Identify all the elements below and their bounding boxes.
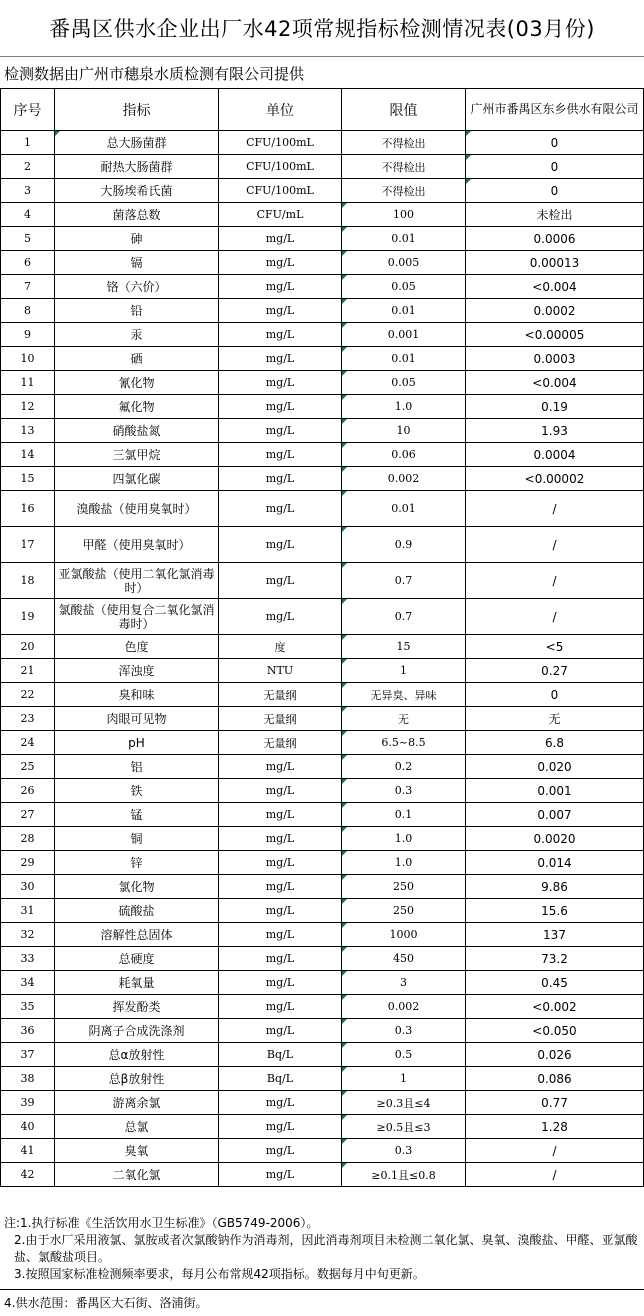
- result-value: <0.004: [466, 275, 644, 299]
- result-value: 0.001: [466, 779, 644, 803]
- note-3: 3.按照国家标准检测频率要求，每月公布常规42项指标。数据每月中旬更新。: [14, 1267, 425, 1281]
- row-number: 20: [1, 635, 55, 659]
- table-row: [1, 371, 644, 395]
- indicator-name: 锌: [55, 851, 219, 875]
- unit-cell: mg/L: [219, 779, 342, 803]
- indicator-name: 阴离子合成洗涤剂: [55, 1019, 219, 1043]
- limit-value: 1000: [342, 923, 466, 947]
- limit-value: 0.5: [342, 1043, 466, 1067]
- data-source-line: 检测数据由广州市穗泉水质检测有限公司提供: [4, 65, 305, 83]
- unit-cell: mg/L: [219, 527, 342, 563]
- indicator-name: 挥发酚类: [55, 995, 219, 1019]
- table-row: [1, 899, 644, 923]
- row-number: 25: [1, 755, 55, 779]
- result-value: 0.45: [466, 971, 644, 995]
- table-row: [1, 527, 644, 563]
- table-row: [1, 707, 644, 731]
- table-row: [1, 227, 644, 251]
- row-number: 4: [1, 203, 55, 227]
- limit-value: 0.06: [342, 443, 466, 467]
- table-row: [1, 803, 644, 827]
- limit-value: 0.01: [342, 491, 466, 527]
- row-number: 34: [1, 971, 55, 995]
- indicator-name: 臭和味: [55, 683, 219, 707]
- limit-value: 1.0: [342, 851, 466, 875]
- water-quality-table: [0, 88, 644, 1187]
- supply-area-note: 4.供水范围：番禺区大石街、洛浦街。: [0, 1289, 644, 1312]
- limit-value: 1: [342, 659, 466, 683]
- table-row: [1, 875, 644, 899]
- row-number: 12: [1, 395, 55, 419]
- unit-cell: mg/L: [219, 803, 342, 827]
- limit-value: 0.005: [342, 251, 466, 275]
- row-number: 30: [1, 875, 55, 899]
- unit-cell: mg/L: [219, 467, 342, 491]
- unit-cell: mg/L: [219, 299, 342, 323]
- indicator-name: 溶解性总固体: [55, 923, 219, 947]
- unit-cell: mg/L: [219, 395, 342, 419]
- header-indicator: 指标: [55, 89, 219, 131]
- indicator-name: 亚氯酸盐（使用二氧化氯消毒时）: [55, 563, 219, 599]
- limit-value: 无: [342, 707, 466, 731]
- unit-cell: mg/L: [219, 371, 342, 395]
- row-number: 16: [1, 491, 55, 527]
- table-row: [1, 1163, 644, 1187]
- result-value: 137: [466, 923, 644, 947]
- unit-cell: CFU/100mL: [219, 179, 342, 203]
- table-row: [1, 755, 644, 779]
- row-number: 38: [1, 1067, 55, 1091]
- limit-value: 3: [342, 971, 466, 995]
- result-value: 0.086: [466, 1067, 644, 1091]
- row-number: 41: [1, 1139, 55, 1163]
- row-number: 36: [1, 1019, 55, 1043]
- indicator-name: 氯酸盐（使用复合二氧化氯消毒时）: [55, 599, 219, 635]
- indicator-name: 总硬度: [55, 947, 219, 971]
- row-number: 11: [1, 371, 55, 395]
- indicator-name: 汞: [55, 323, 219, 347]
- limit-value: 0.002: [342, 467, 466, 491]
- result-value: /: [466, 491, 644, 527]
- indicator-name: 氯化物: [55, 875, 219, 899]
- unit-cell: mg/L: [219, 251, 342, 275]
- row-number: 18: [1, 563, 55, 599]
- indicator-name: 铝: [55, 755, 219, 779]
- unit-cell: mg/L: [219, 491, 342, 527]
- indicator-name: 铜: [55, 827, 219, 851]
- indicator-name: 硝酸盐氮: [55, 419, 219, 443]
- table-row: [1, 251, 644, 275]
- result-value: 0.026: [466, 1043, 644, 1067]
- limit-value: ≥0.5且≤3: [342, 1115, 466, 1139]
- result-value: 0: [466, 155, 644, 179]
- limit-value: 15: [342, 635, 466, 659]
- limit-value: 0.01: [342, 299, 466, 323]
- table-row: [1, 995, 644, 1019]
- result-value: 0.0002: [466, 299, 644, 323]
- table-row: [1, 731, 644, 755]
- limit-value: 0.7: [342, 563, 466, 599]
- result-value: 6.8: [466, 731, 644, 755]
- unit-cell: 无量纲: [219, 683, 342, 707]
- row-number: 29: [1, 851, 55, 875]
- indicator-name: 臭氧: [55, 1139, 219, 1163]
- result-value: 9.86: [466, 875, 644, 899]
- row-number: 5: [1, 227, 55, 251]
- row-number: 39: [1, 1091, 55, 1115]
- unit-cell: mg/L: [219, 1019, 342, 1043]
- row-number: 24: [1, 731, 55, 755]
- indicator-name: 铅: [55, 299, 219, 323]
- table-row: [1, 947, 644, 971]
- row-number: 19: [1, 599, 55, 635]
- row-number: 3: [1, 179, 55, 203]
- result-value: 0.00013: [466, 251, 644, 275]
- table-row: [1, 599, 644, 635]
- indicator-name: 总大肠菌群: [55, 131, 219, 155]
- limit-value: 无异臭、异味: [342, 683, 466, 707]
- indicator-name: 二氧化氯: [55, 1163, 219, 1187]
- unit-cell: mg/L: [219, 971, 342, 995]
- indicator-name: 镉: [55, 251, 219, 275]
- indicator-name: 游离余氯: [55, 1091, 219, 1115]
- unit-cell: mg/L: [219, 995, 342, 1019]
- limit-value: 100: [342, 203, 466, 227]
- unit-cell: mg/L: [219, 599, 342, 635]
- limit-value: 450: [342, 947, 466, 971]
- unit-cell: Bq/L: [219, 1067, 342, 1091]
- table-row: [1, 179, 644, 203]
- result-value: 0.27: [466, 659, 644, 683]
- unit-cell: CFU/mL: [219, 203, 342, 227]
- unit-cell: Bq/L: [219, 1043, 342, 1067]
- table-row: [1, 443, 644, 467]
- limit-value: 0.05: [342, 275, 466, 299]
- header-no: 序号: [1, 89, 55, 131]
- limit-value: 10: [342, 419, 466, 443]
- header-unit: 单位: [219, 89, 342, 131]
- row-number: 28: [1, 827, 55, 851]
- indicator-name: 耐热大肠菌群: [55, 155, 219, 179]
- table-row: [1, 851, 644, 875]
- unit-cell: mg/L: [219, 755, 342, 779]
- header-org: 广州市番禺区东乡供水有限公司: [466, 89, 644, 131]
- table-row: [1, 347, 644, 371]
- table-row: [1, 299, 644, 323]
- indicator-name: 浑浊度: [55, 659, 219, 683]
- table-row: [1, 1067, 644, 1091]
- result-value: 0.0006: [466, 227, 644, 251]
- title-divider: [0, 56, 644, 57]
- result-value: /: [466, 563, 644, 599]
- unit-cell: mg/L: [219, 1115, 342, 1139]
- table-row: [1, 491, 644, 527]
- table-row: [1, 971, 644, 995]
- limit-value: ≥0.1且≤0.8: [342, 1163, 466, 1187]
- limit-value: 0.7: [342, 599, 466, 635]
- table-row: [1, 275, 644, 299]
- unit-cell: mg/L: [219, 419, 342, 443]
- unit-cell: mg/L: [219, 1163, 342, 1187]
- indicator-name: 铬（六价）: [55, 275, 219, 299]
- row-number: 27: [1, 803, 55, 827]
- row-number: 1: [1, 131, 55, 155]
- row-number: 10: [1, 347, 55, 371]
- table-row: [1, 203, 644, 227]
- table-row: [1, 1139, 644, 1163]
- table-row: [1, 1091, 644, 1115]
- row-number: 15: [1, 467, 55, 491]
- result-value: 0.007: [466, 803, 644, 827]
- unit-cell: 无量纲: [219, 707, 342, 731]
- indicator-name: 耗氧量: [55, 971, 219, 995]
- row-number: 21: [1, 659, 55, 683]
- result-value: <0.004: [466, 371, 644, 395]
- limit-value: 0.01: [342, 227, 466, 251]
- table-row: [1, 155, 644, 179]
- result-value: 0: [466, 683, 644, 707]
- limit-value: 1.0: [342, 827, 466, 851]
- row-number: 33: [1, 947, 55, 971]
- result-value: 0: [466, 179, 644, 203]
- notes-section: [4, 1215, 640, 1283]
- unit-cell: mg/L: [219, 947, 342, 971]
- result-value: /: [466, 527, 644, 563]
- result-value: 1.93: [466, 419, 644, 443]
- limit-value: 1.0: [342, 395, 466, 419]
- table-row: [1, 635, 644, 659]
- row-number: 8: [1, 299, 55, 323]
- limit-value: 0.1: [342, 803, 466, 827]
- indicator-name: 氰化物: [55, 371, 219, 395]
- table-row: [1, 827, 644, 851]
- row-number: 2: [1, 155, 55, 179]
- row-number: 31: [1, 899, 55, 923]
- result-value: /: [466, 599, 644, 635]
- limit-value: 0.05: [342, 371, 466, 395]
- limit-value: 0.002: [342, 995, 466, 1019]
- limit-value: 0.01: [342, 347, 466, 371]
- result-value: 0.0003: [466, 347, 644, 371]
- unit-cell: mg/L: [219, 875, 342, 899]
- limit-value: 不得检出: [342, 131, 466, 155]
- table-row: [1, 467, 644, 491]
- header-row: [1, 89, 644, 131]
- indicator-name: 三氯甲烷: [55, 443, 219, 467]
- unit-cell: mg/L: [219, 1139, 342, 1163]
- result-value: 0.77: [466, 1091, 644, 1115]
- table-row: [1, 323, 644, 347]
- table-row: [1, 923, 644, 947]
- result-value: /: [466, 1139, 644, 1163]
- indicator-name: 菌落总数: [55, 203, 219, 227]
- row-number: 22: [1, 683, 55, 707]
- indicator-name: 氟化物: [55, 395, 219, 419]
- unit-cell: mg/L: [219, 899, 342, 923]
- indicator-name: 铁: [55, 779, 219, 803]
- row-number: 37: [1, 1043, 55, 1067]
- header-limit: 限值: [342, 89, 466, 131]
- unit-cell: CFU/100mL: [219, 131, 342, 155]
- result-value: 0.014: [466, 851, 644, 875]
- unit-cell: CFU/100mL: [219, 155, 342, 179]
- indicator-name: 硫酸盐: [55, 899, 219, 923]
- unit-cell: mg/L: [219, 347, 342, 371]
- table-row: [1, 1043, 644, 1067]
- result-value: 0.0004: [466, 443, 644, 467]
- table-row: [1, 131, 644, 155]
- unit-cell: mg/L: [219, 275, 342, 299]
- row-number: 23: [1, 707, 55, 731]
- limit-value: 250: [342, 899, 466, 923]
- result-value: 0.020: [466, 755, 644, 779]
- result-value: 15.6: [466, 899, 644, 923]
- result-value: 未检出: [466, 203, 644, 227]
- limit-value: 1: [342, 1067, 466, 1091]
- unit-cell: mg/L: [219, 323, 342, 347]
- note-2: 2.由于水厂采用液氯、氯胺或者次氯酸钠作为消毒剂，因此消毒剂项目未检测二氧化氯、臭氧、溴酸盐、甲醛、亚氯酸盐、氯酸盐项目。: [14, 1233, 638, 1264]
- result-value: <0.00002: [466, 467, 644, 491]
- indicator-name: 甲醛（使用臭氧时）: [55, 527, 219, 563]
- indicator-name: 大肠埃希氏菌: [55, 179, 219, 203]
- result-value: <0.002: [466, 995, 644, 1019]
- unit-cell: 无量纲: [219, 731, 342, 755]
- result-value: 无: [466, 707, 644, 731]
- table-row: [1, 779, 644, 803]
- row-number: 14: [1, 443, 55, 467]
- row-number: 32: [1, 923, 55, 947]
- indicator-name: 总氯: [55, 1115, 219, 1139]
- limit-value: 250: [342, 875, 466, 899]
- unit-cell: mg/L: [219, 1091, 342, 1115]
- result-value: 0: [466, 131, 644, 155]
- unit-cell: mg/L: [219, 443, 342, 467]
- unit-cell: mg/L: [219, 827, 342, 851]
- row-number: 40: [1, 1115, 55, 1139]
- table-row: [1, 1115, 644, 1139]
- table-body: [1, 131, 644, 1187]
- row-number: 42: [1, 1163, 55, 1187]
- result-value: 73.2: [466, 947, 644, 971]
- indicator-name: 总α放射性: [55, 1043, 219, 1067]
- result-value: <0.00005: [466, 323, 644, 347]
- indicator-name: 锰: [55, 803, 219, 827]
- table-row: [1, 395, 644, 419]
- limit-value: 0.3: [342, 779, 466, 803]
- indicator-name: 砷: [55, 227, 219, 251]
- result-value: <5: [466, 635, 644, 659]
- result-value: <0.050: [466, 1019, 644, 1043]
- table-row: [1, 563, 644, 599]
- table-row: [1, 1019, 644, 1043]
- row-number: 26: [1, 779, 55, 803]
- indicator-name: 色度: [55, 635, 219, 659]
- note-1: 注:1.执行标准《生活饮用水卫生标准》（GB5749-2006）。: [4, 1216, 319, 1230]
- indicator-name: pH: [55, 731, 219, 755]
- result-value: 0.0020: [466, 827, 644, 851]
- report-title: 番禺区供水企业出厂水42项常规指标检测情况表(03月份): [49, 17, 595, 41]
- limit-value: 0.2: [342, 755, 466, 779]
- unit-cell: mg/L: [219, 563, 342, 599]
- indicator-name: 肉眼可见物: [55, 707, 219, 731]
- row-number: 35: [1, 995, 55, 1019]
- limit-value: 不得检出: [342, 155, 466, 179]
- result-value: 0.19: [466, 395, 644, 419]
- row-number: 7: [1, 275, 55, 299]
- limit-value: 不得检出: [342, 179, 466, 203]
- table-row: [1, 419, 644, 443]
- limit-value: 0.001: [342, 323, 466, 347]
- unit-cell: 度: [219, 635, 342, 659]
- indicator-name: 四氯化碳: [55, 467, 219, 491]
- indicator-name: 硒: [55, 347, 219, 371]
- unit-cell: NTU: [219, 659, 342, 683]
- unit-cell: mg/L: [219, 227, 342, 251]
- table-row: [1, 683, 644, 707]
- unit-cell: mg/L: [219, 923, 342, 947]
- indicator-name: 总β放射性: [55, 1067, 219, 1091]
- limit-value: ≥0.3且≤4: [342, 1091, 466, 1115]
- limit-value: 0.9: [342, 527, 466, 563]
- table-row: [1, 659, 644, 683]
- limit-value: 0.3: [342, 1139, 466, 1163]
- row-number: 9: [1, 323, 55, 347]
- limit-value: 0.3: [342, 1019, 466, 1043]
- row-number: 13: [1, 419, 55, 443]
- row-number: 17: [1, 527, 55, 563]
- result-value: /: [466, 1163, 644, 1187]
- indicator-name: 溴酸盐（使用臭氧时）: [55, 491, 219, 527]
- row-number: 6: [1, 251, 55, 275]
- limit-value: 6.5~8.5: [342, 731, 466, 755]
- result-value: 1.28: [466, 1115, 644, 1139]
- unit-cell: mg/L: [219, 851, 342, 875]
